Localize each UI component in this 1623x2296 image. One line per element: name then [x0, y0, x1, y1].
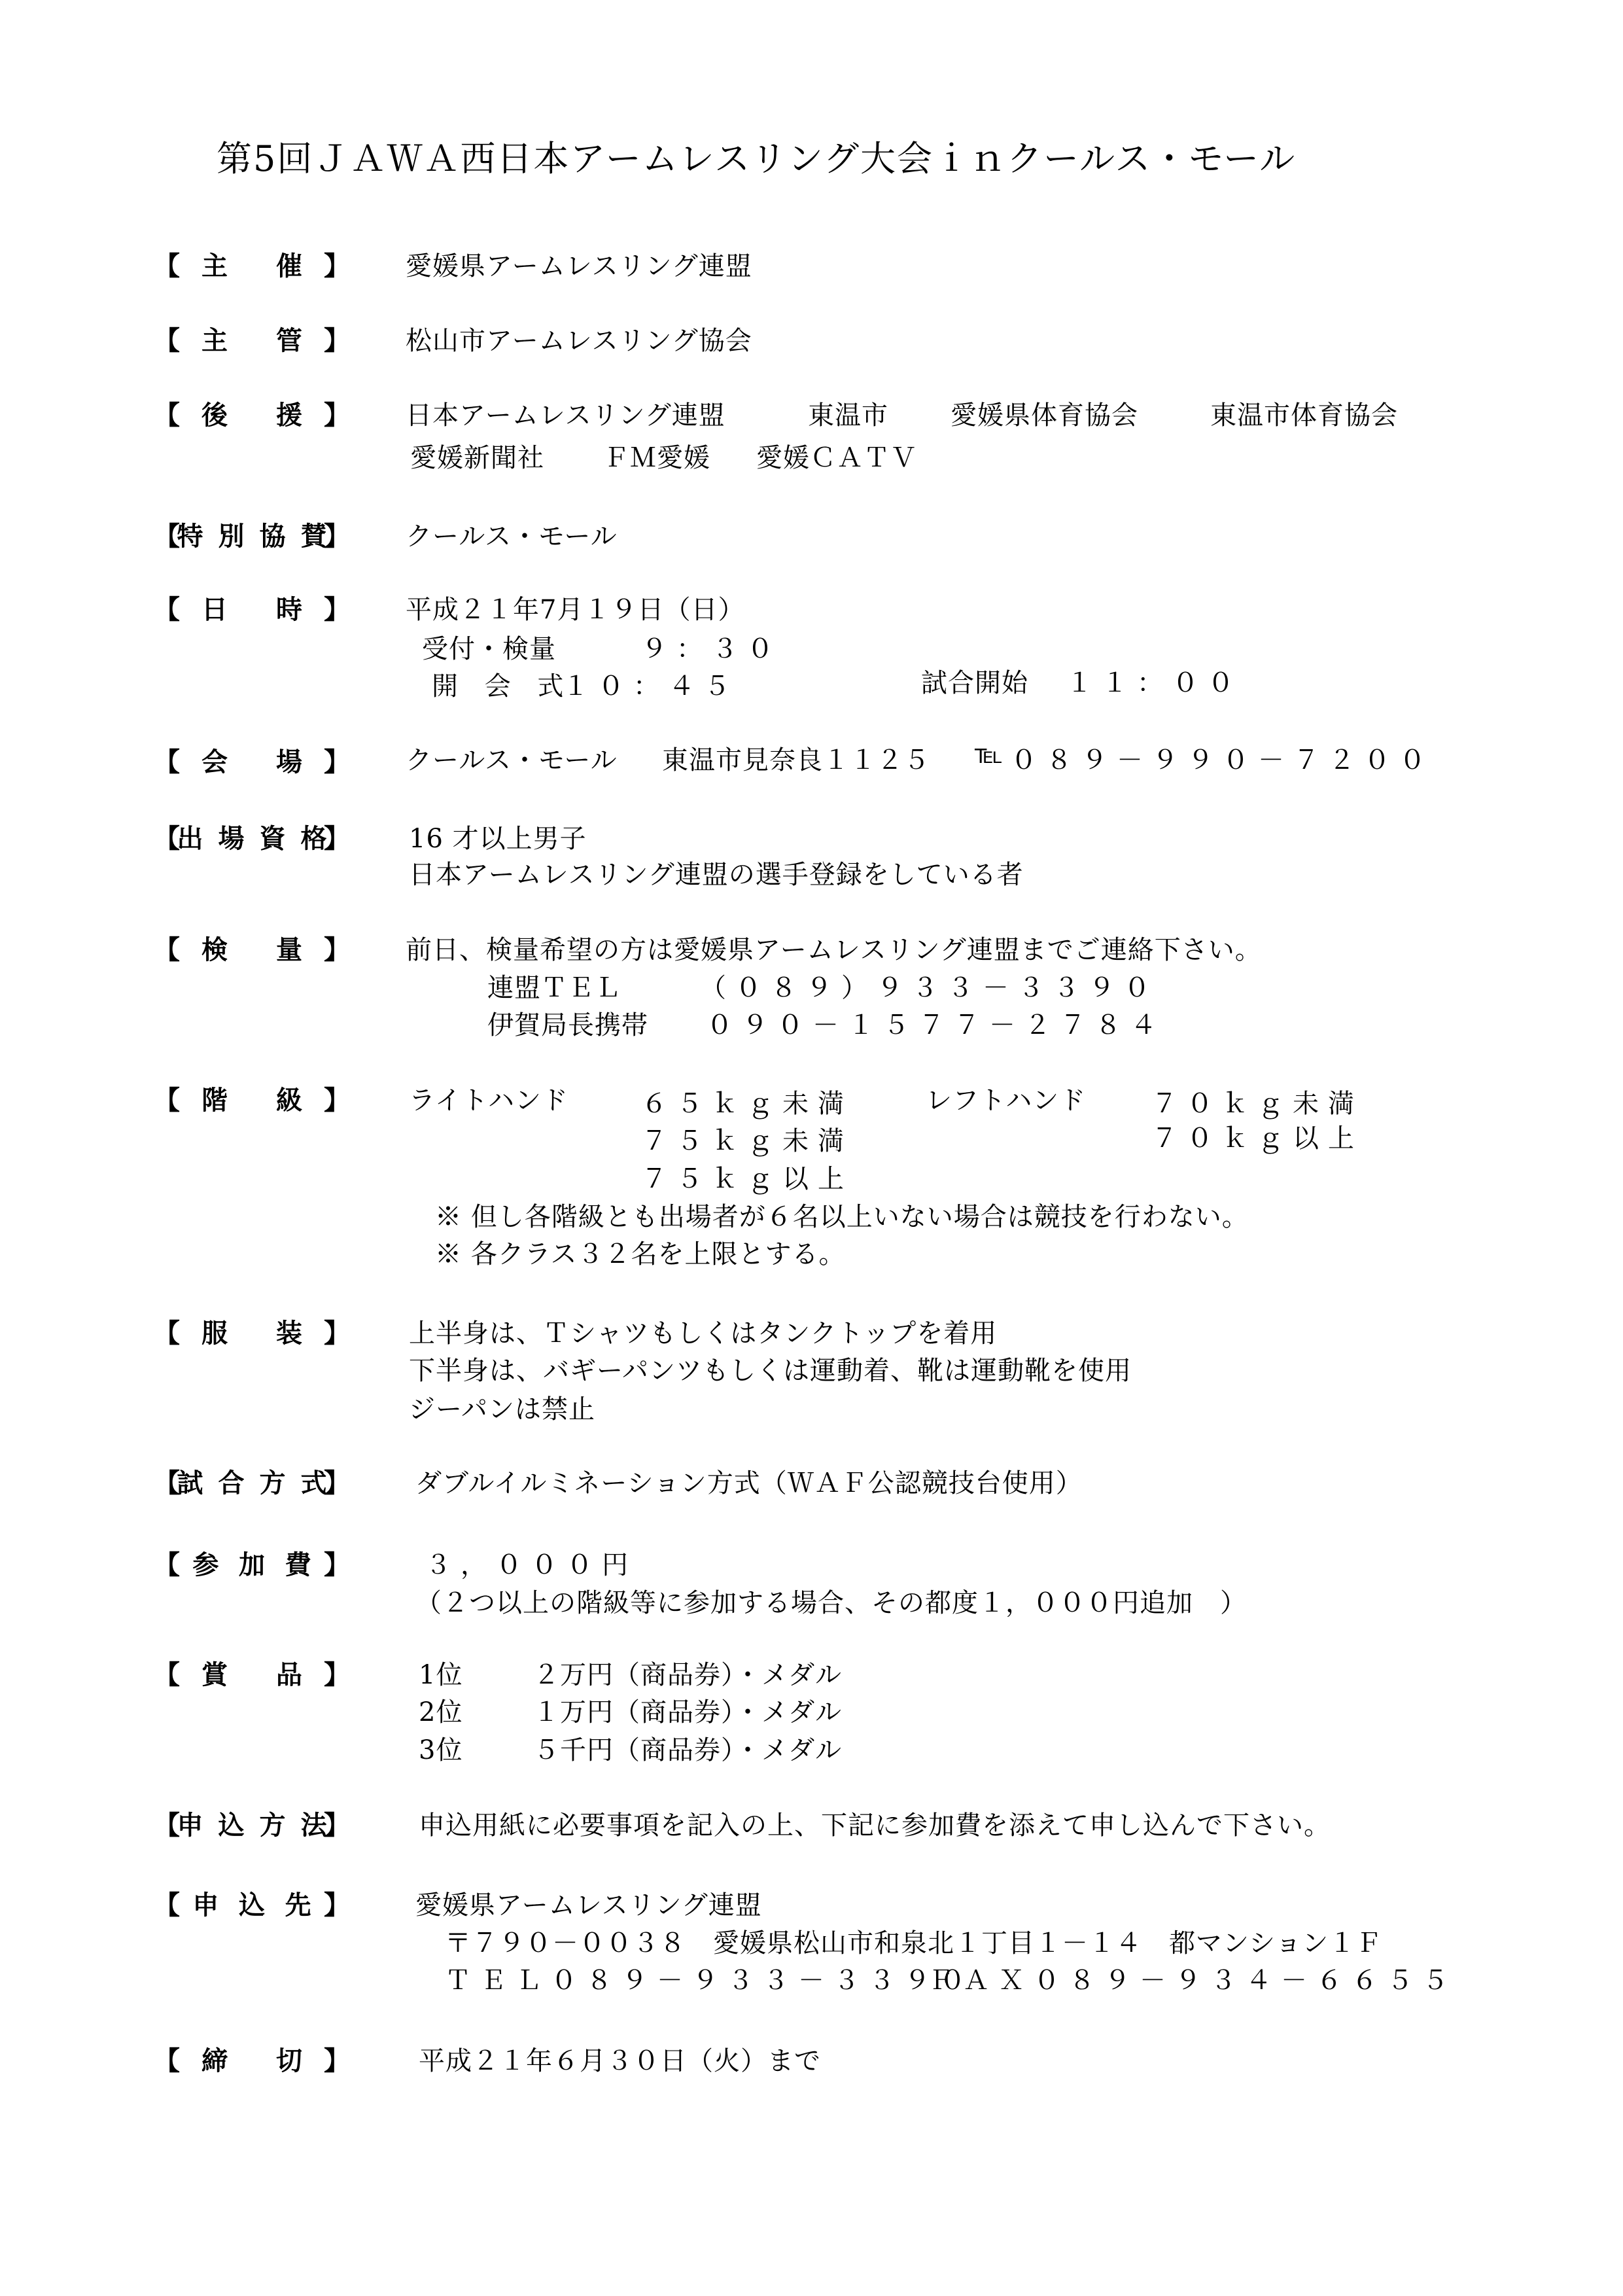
support-sponsor-7: 愛媛ＣＡＴＶ: [756, 443, 917, 473]
prize-value-1: ２万円（商品券）・メダル: [533, 1660, 842, 1690]
opening-ceremony-time: １０：４５: [563, 671, 739, 701]
attire-prohibited: ジーパンは禁止: [409, 1394, 595, 1424]
event-date: 平成２１年7月１９日（日）: [406, 595, 745, 625]
label-management: 【 主 管 】: [154, 325, 350, 356]
label-weigh-in: 【 検 量 】: [154, 934, 350, 965]
support-sponsor-3: 愛媛県体育協会: [951, 400, 1138, 431]
label-eligibility: 【 出 場 資 格 】: [154, 823, 350, 854]
fee-additional-note: （２つ以上の階級等に参加する場合、その都度１，０００円追加 ）: [415, 1588, 1247, 1618]
left-hand-class-1: ７０ｋｇ未満: [1151, 1089, 1363, 1119]
prize-value-2: １万円（商品券）・メダル: [533, 1697, 842, 1727]
match-start-time: １１：００: [1066, 668, 1243, 698]
deadline-value: 平成２１年６月３０日（火）まで: [419, 2046, 821, 2076]
venue-tel: ０８９－９９０－７２００: [1011, 745, 1435, 775]
left-hand-label: レフトハンド: [926, 1086, 1087, 1116]
tel-icon: ℡: [975, 739, 1003, 769]
class-note-limit: ※ 各クラス３２名を上限とする。: [435, 1239, 846, 1269]
label-support: 【 後 援 】: [154, 400, 350, 431]
label-application-to: 【 申 込 先 】: [154, 1890, 350, 1920]
label-venue: 【 会 場 】: [154, 747, 350, 777]
fee-amount: ３，０００円: [425, 1550, 637, 1580]
right-hand-class-2: ７５ｋｇ未満: [641, 1126, 853, 1156]
class-note-minimum: ※ 但し各階級とも出場者が６名以上いない場合は競技を行わない。: [435, 1202, 1249, 1232]
left-hand-class-2: ７０ｋｇ以上: [1151, 1123, 1363, 1154]
support-sponsor-6: ＦＭ愛媛: [603, 443, 710, 473]
director-mobile-label: 伊賀局長携帯: [487, 1010, 648, 1040]
prize-value-3: ５千円（商品券）・メダル: [533, 1735, 842, 1765]
match-start-label: 試合開始: [921, 668, 1028, 698]
application-tel: ＴＥＬ０８９－９３３－３３９０: [445, 1966, 975, 1996]
application-method-value: 申込用紙に必要事項を記入の上、下記に参加費を添えて申し込んで下さい。: [419, 1810, 1331, 1841]
eligibility-age: 16 才以上男子: [409, 824, 587, 854]
label-format: 【 試 合 方 式 】: [154, 1468, 350, 1498]
application-org-name: 愛媛県アームレスリング連盟: [415, 1890, 762, 1920]
weigh-in-note: 前日、検量希望の方は愛媛県アームレスリング連盟までご連絡下さい。: [406, 935, 1262, 965]
label-organizer: 【 主 催 】: [154, 251, 350, 281]
label-application-method: 【 申 込 方 法 】: [154, 1810, 350, 1841]
application-address: 〒７９０－００３８ 愛媛県松山市和泉北１丁目１－１４ 都マンション１Ｆ: [445, 1928, 1383, 1958]
federation-tel-value: （０８９）９３３－３３９０: [700, 973, 1159, 1003]
support-sponsor-4: 東温市体育協会: [1210, 400, 1398, 431]
label-classes: 【 階 級 】: [154, 1085, 350, 1116]
application-fax: ＦＡＸ０８９－９３４－６６５５: [928, 1966, 1457, 1996]
venue-name: クールス・モール: [406, 745, 618, 775]
label-attire: 【 服 装 】: [154, 1318, 350, 1349]
opening-ceremony-label: 開 会 式: [432, 671, 573, 701]
venue-address: 東温市見奈良１１２５: [662, 745, 930, 775]
prize-rank-2: 2位: [419, 1697, 463, 1727]
label-special-sponsor: 【 特 別 協 賛 】: [154, 521, 350, 552]
attire-upper: 上半身は、Ｔシャツもしくはタンクトップを着用: [409, 1318, 998, 1349]
document-title: 第5回ＪＡＷＡ西日本アームレスリング大会ｉｎクールス・モール: [217, 138, 1297, 179]
support-sponsor-2: 東温市: [808, 400, 888, 431]
label-prizes: 【 賞 品 】: [154, 1659, 350, 1690]
reception-time: ９：３０: [641, 634, 782, 664]
eligibility-registration: 日本アームレスリング連盟の選手登録をしている者: [409, 860, 1024, 890]
director-mobile-value: ０９０－１５７７－２７８４: [707, 1010, 1166, 1040]
management-value: 松山市アームレスリング協会: [406, 326, 752, 356]
right-hand-class-1: ６５ｋｇ未満: [641, 1089, 853, 1119]
label-deadline: 【 締 切 】: [154, 2045, 350, 2076]
support-sponsor-5: 愛媛新聞社: [410, 443, 544, 473]
right-hand-label: ライトハンド: [409, 1086, 568, 1116]
label-datetime: 【 日 時 】: [154, 594, 350, 625]
prize-rank-3: 3位: [419, 1735, 463, 1765]
special-sponsor-value: クールス・モール: [406, 521, 618, 552]
right-hand-class-3: ７５ｋｇ以上: [641, 1164, 853, 1194]
support-sponsor-1: 日本アームレスリング連盟: [406, 400, 725, 431]
label-fee: 【 参 加 費 】: [154, 1549, 350, 1580]
attire-lower: 下半身は、バギーパンツもしくは運動着、靴は運動靴を使用: [409, 1356, 1132, 1386]
federation-tel-label: 連盟ＴＥＬ: [487, 973, 621, 1003]
organizer-value: 愛媛県アームレスリング連盟: [406, 251, 752, 281]
reception-label: 受付・検量: [422, 634, 556, 664]
format-value: ダブルイルミネーション方式（ＷＡＦ公認競技台使用）: [415, 1468, 1083, 1498]
prize-rank-1: 1位: [419, 1660, 463, 1690]
